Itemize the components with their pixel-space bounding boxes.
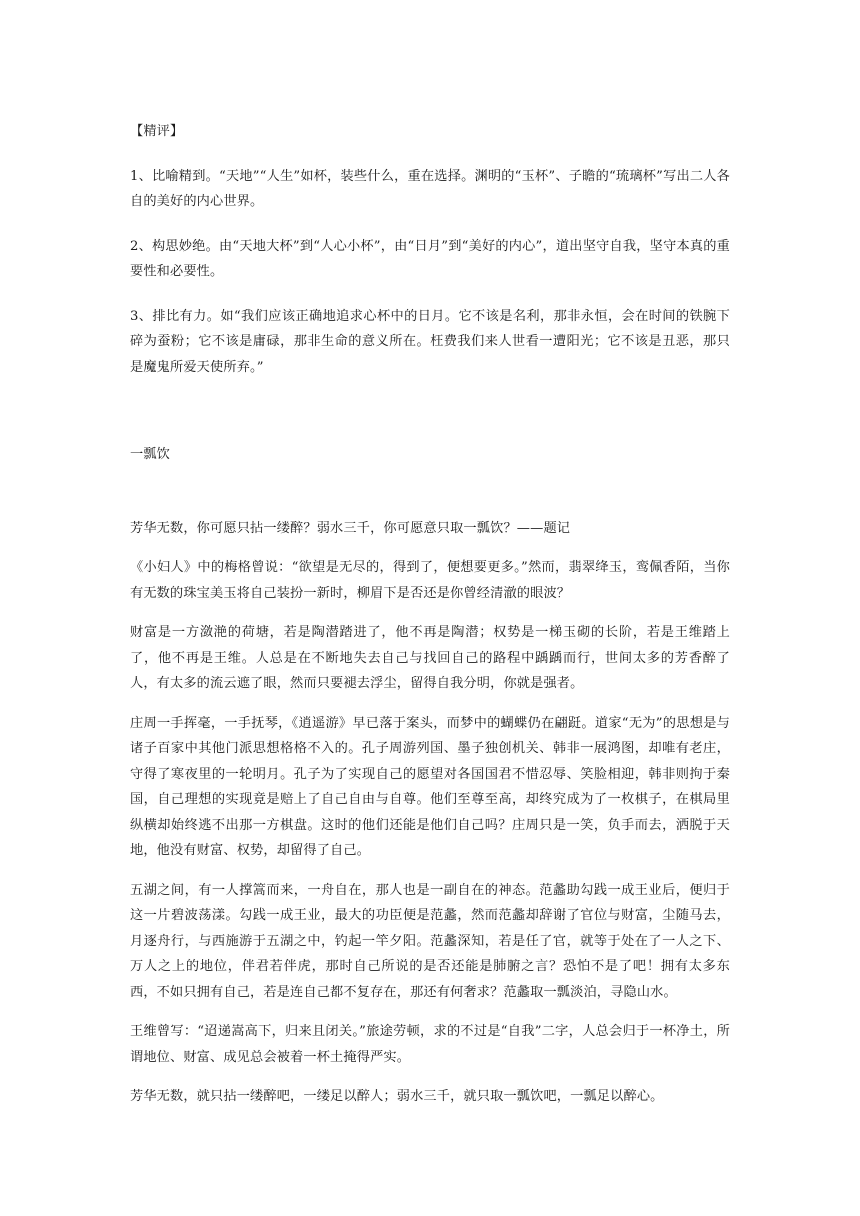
essay-epigraph: 芳华无数，你可愿只拈一缕醉？弱水三千，你可愿意只取一瓢饮？——题记 bbox=[130, 520, 571, 536]
essay-paragraph: 《小妇人》中的梅格曾说：“欲望是无尽的，得到了，便想要更多。”然而，翡翠绛玉，鸾佩香陌，当你有无数的珠宝美玉将自己装扮一新时，柳眉下是否还是你曾经清澈的眼波？ bbox=[130, 560, 730, 601]
essay-paragraph: 财富是一方潋滟的荷塘，若是陶潜踏进了，他不再是陶潜；权势是一梯玉砌的长阶，若是王维踏上了，他不再是王维。人总是在不断地失去自己与找回自己的路程中踽踽而行，世间太多的芳香醉了人，有太多的流云遮了眼，然而只要褪去浮尘，留得自我分明，你就是强者。 bbox=[130, 625, 730, 691]
review-point-3: 3、排比有力。如“我们应该正确地追求心杯中的日月。它不该是名利，那非永恒，会在时间的铁腕下碎为蚕粉；它不该是庸碌，那非生命的意义所在。枉费我们来人世看一遭阳光；它不该是丑恶，那只是魔鬼所爱天使所弃。” bbox=[130, 308, 730, 375]
section-spacer bbox=[130, 468, 730, 516]
essay-closing: 芳华无数，就只拈一缕醉吧，一缕足以醉人；弱水三千，就只取一瓢饮吧，一瓢足以醉心。 bbox=[130, 1089, 664, 1104]
essay-title: 一瓢饮 bbox=[130, 447, 171, 462]
essay-paragraph: 王维曾写：“迢递嵩高下，归来且闭关。”旅途劳顿，求的不过是“自我”二字，人总会归于一杯净土，所谓地位、财富、成见总会被着一杯土掩得严实。 bbox=[130, 1024, 730, 1065]
review-point-1: 1、比喻精到。“天地”“人生”如杯，装些什么，重在选择。渊明的“玉杯”、子瞻的“琉璃杯”写出二人各自的美好的内心世界。 bbox=[130, 168, 730, 209]
essay-paragraph: 五湖之间，有一人撑篙而来，一舟自在，那人也是一副自在的神态。范蠡助勾践一成王业后，便归于这一片碧波荡漾。勾践一成王业，最大的功臣便是范蠡，然而范蠡却辞谢了官位与财富，尘随马去，月逐舟行，与西施游于五湖之中，钓起一竿夕阳。范蠡深知，若是任了官，就等于处在了一人之下、万人之上的地位，伴君若伴虎，那时自己所说的是否还能是肺腑之言？恐怕不是了吧！拥有太多东西，不如只拥有自己，若是连自己都不复存在，那还有何奢求？范蠡取一瓢淡泊，寻隐山水。 bbox=[130, 882, 730, 1000]
document-body bbox=[130, 119, 730, 1124]
review-point-2: 2、构思妙绝。由“天地大杯”到“人心小杯”，由“日月”到“美好的内心”，道出坚守自我，坚守本真的重要性和必要性。 bbox=[130, 238, 730, 279]
review-heading: 【精评】 bbox=[130, 124, 184, 139]
essay-paragraph: 庄周一手挥毫，一手抚琴，《逍遥游》早已落于案头，而梦中的蝴蝶仍在翩跹。道家“无为”的思想是与诸子百家中其他门派思想格格不入的。孔子周游列国、墨子独创机关、韩非一展鸿图，却唯有老庄，守得了寒夜里的一轮明月。孔子为了实现自己的愿望对各国国君不惜忍辱、笑脸相迎，韩非则拘于秦国，自己理想的实现竟是赔上了自己自由与自尊。他们至尊至高，却终究成为了一枚棋子，在棋局里纵横却始终逃不出那一方棋盘。这时的他们还能是他们自己吗？庄周只是一笑，负手而去，洒脱于天地，他没有财富、权势，却留得了自己。 bbox=[130, 715, 730, 858]
section-spacer bbox=[130, 394, 730, 442]
